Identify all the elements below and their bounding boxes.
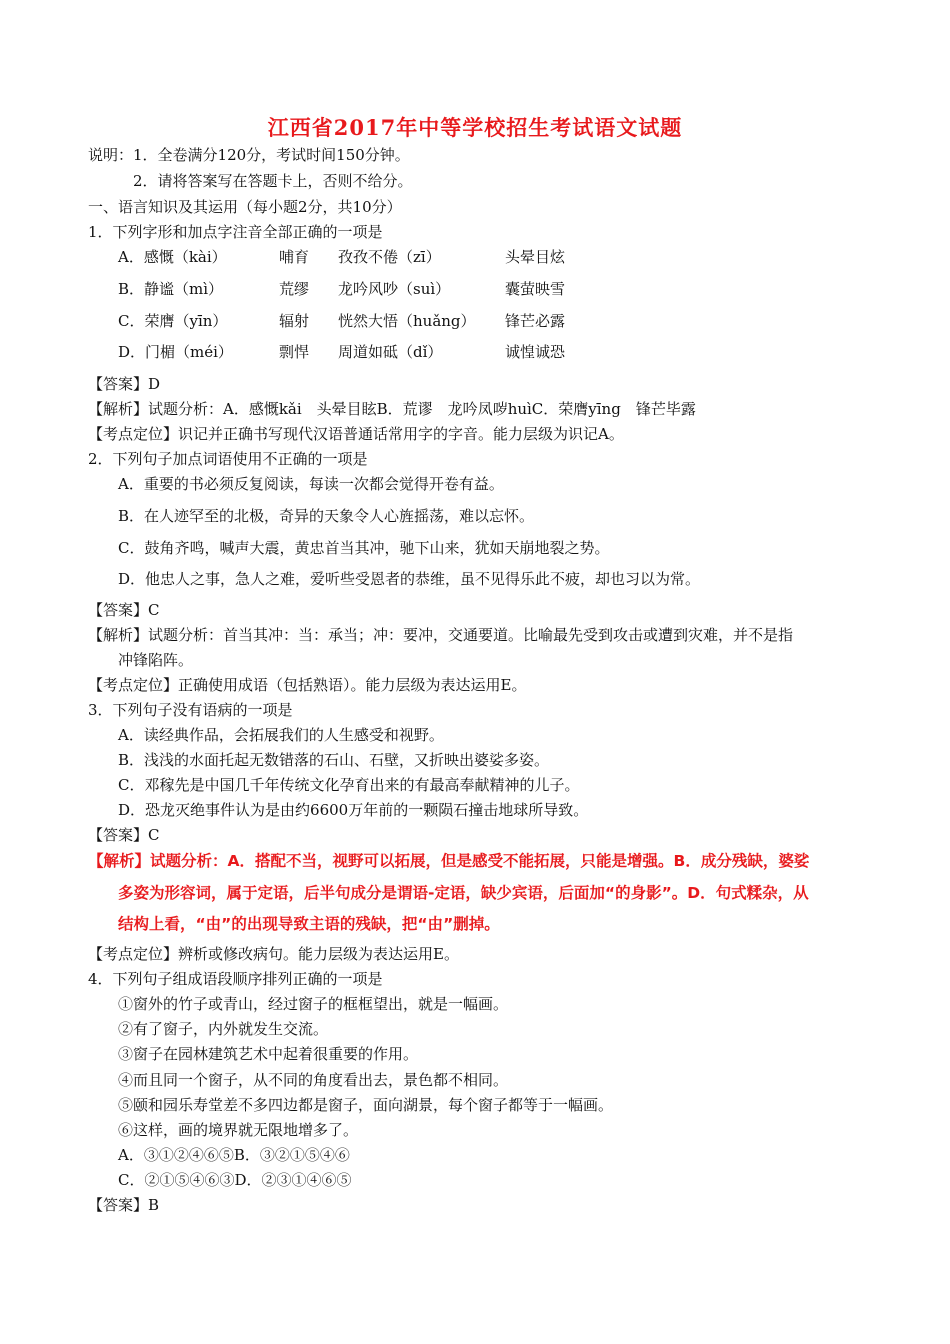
q3-option-b: B．浅浅的水面托起无数错落的石山、石壁，又折映出婆娑多姿。 bbox=[118, 751, 550, 769]
q1-analysis: 【解析】试题分析：A．感慨kǎi 头晕目眩B．荒谬 龙吟凤哕huìC．荣膺yīng 锋芒毕露 bbox=[88, 400, 696, 418]
q2-stem: 2．下列句子加点词语使用不正确的一项是 bbox=[88, 450, 368, 468]
q3-analysis-line-2: 多姿为形容词，属于定语，后半句成分是谓语-定语，缺少宾语，后面加“的身影”。D．句式糅杂，从 bbox=[118, 884, 809, 902]
page-title: 江西省2017年中等学校招生考试语文试题 bbox=[267, 115, 683, 140]
q2-option-b: B．在人迹罕至的北极，奇异的天象令人心旌摇荡，难以忘怀。 bbox=[118, 507, 535, 525]
intro-line-1: 说明：1．全卷满分120分，考试时间150分钟。 bbox=[88, 146, 410, 164]
q2-analysis-line-2: 冲锋陷阵。 bbox=[118, 651, 194, 669]
q3-answer: 【答案】C bbox=[88, 826, 160, 844]
q1-option-c-word3: 恍然大悟（huǎng） bbox=[338, 312, 476, 330]
q4-sentence-6: ⑥这样，画的境界就无限地增多了。 bbox=[118, 1121, 359, 1139]
q1-option-a-word1: A．感慨（kài） bbox=[118, 248, 227, 266]
q4-choices-line-1: A．③①②④⑥⑤B．③②①⑤④⑥ bbox=[118, 1146, 350, 1164]
q1-option-a-word4: 头晕目炫 bbox=[505, 248, 566, 266]
q4-sentence-5: ⑤颐和园乐寿堂差不多四边都是窗子，面向湖景，每个窗子都等于一幅画。 bbox=[118, 1096, 614, 1114]
q1-point: 【考点定位】识记并正确书写现代汉语普通话常用字的字音。能力层级为识记A。 bbox=[88, 425, 624, 443]
q4-stem: 4．下列句子组成语段顺序排列正确的一项是 bbox=[88, 970, 383, 988]
q1-option-c-word2: 辐射 bbox=[279, 312, 310, 330]
q1-option-a-word3: 孜孜不倦（zī） bbox=[338, 248, 441, 266]
q1-option-d-word2: 剽悍 bbox=[279, 343, 310, 361]
q3-point: 【考点定位】辨析或修改病句。能力层级为表达运用E。 bbox=[88, 945, 459, 963]
q1-stem: 1．下列字形和加点字注音全部正确的一项是 bbox=[88, 223, 383, 241]
q4-sentence-1: ①窗外的竹子或青山，经过窗子的框框望出，就是一幅画。 bbox=[118, 995, 509, 1013]
intro-line-2: 2．请将答案写在答题卡上，否则不给分。 bbox=[133, 172, 413, 190]
section-heading: 一、语言知识及其运用（每小题2分，共10分） bbox=[88, 198, 402, 216]
q1-option-a-word2: 哺育 bbox=[279, 248, 310, 266]
q3-option-a: A．读经典作品，会拓展我们的人生感受和视野。 bbox=[118, 726, 444, 744]
q1-answer: 【答案】D bbox=[88, 375, 161, 393]
q1-option-c-word1: C．荣膺（yīn） bbox=[118, 312, 228, 330]
q4-sentence-2: ②有了窗子，内外就发生交流。 bbox=[118, 1020, 329, 1038]
q4-sentence-4: ④而且同一个窗子，从不同的角度看出去，景色都不相同。 bbox=[118, 1071, 509, 1089]
q1-option-c-word4: 锋芒必露 bbox=[505, 312, 566, 330]
q3-analysis-line-3: 结构上看，“由”的出现导致主语的残缺，把“由”删掉。 bbox=[118, 915, 500, 933]
q2-answer: 【答案】C bbox=[88, 601, 160, 619]
q4-choices-line-2: C．②①⑤④⑥③D．②③①④⑥⑤ bbox=[118, 1171, 352, 1189]
q3-option-d: D．恐龙灭绝事件认为是由约6600万年前的一颗陨石撞击地球所导致。 bbox=[118, 801, 589, 819]
q1-option-b-word3: 龙吟风吵（suì） bbox=[338, 280, 451, 298]
q1-option-b-word2: 荒缪 bbox=[279, 280, 310, 298]
q3-analysis-line-1: 【解析】试题分析：A．搭配不当，视野可以拓展，但是感受不能拓展，只能是增强。B．成分残缺，婆娑 bbox=[88, 852, 810, 870]
q2-option-c: C．鼓角齐鸣，喊声大震，黄忠首当其冲，驰下山来，犹如天崩地裂之势。 bbox=[118, 539, 610, 557]
q2-analysis-line-1: 【解析】试题分析：首当其冲：当：承当；冲：要冲，交通要道。比喻最先受到攻击或遭到灾难，并不是指 bbox=[88, 626, 794, 644]
q1-option-b-word4: 囊萤映雪 bbox=[505, 280, 566, 298]
q2-option-d: D．他忠人之事，急人之难，爱听些受恩者的恭维，虽不见得乐此不疲，却也习以为常。 bbox=[118, 570, 701, 588]
q4-sentence-3: ③窗子在园林建筑艺术中起着很重要的作用。 bbox=[118, 1045, 419, 1063]
q1-option-d-word3: 周道如砥（dǐ） bbox=[338, 343, 443, 361]
q2-option-a: A．重要的书必须反复阅读，每读一次都会觉得开卷有益。 bbox=[118, 475, 504, 493]
q3-stem: 3．下列句子没有语病的一项是 bbox=[88, 701, 293, 719]
q3-option-c: C．邓稼先是中国几千年传统文化孕育出来的有最高奉献精神的儿子。 bbox=[118, 776, 580, 794]
q2-point: 【考点定位】正确使用成语（包括熟语）。能力层级为表达运用E。 bbox=[88, 676, 527, 694]
q4-answer: 【答案】B bbox=[88, 1196, 160, 1214]
q1-option-b-word1: B．静谧（mì） bbox=[118, 280, 224, 298]
q1-option-d-word4: 诚惶诚恐 bbox=[505, 343, 566, 361]
q1-option-d-word1: D．门楣（méi） bbox=[118, 343, 233, 361]
